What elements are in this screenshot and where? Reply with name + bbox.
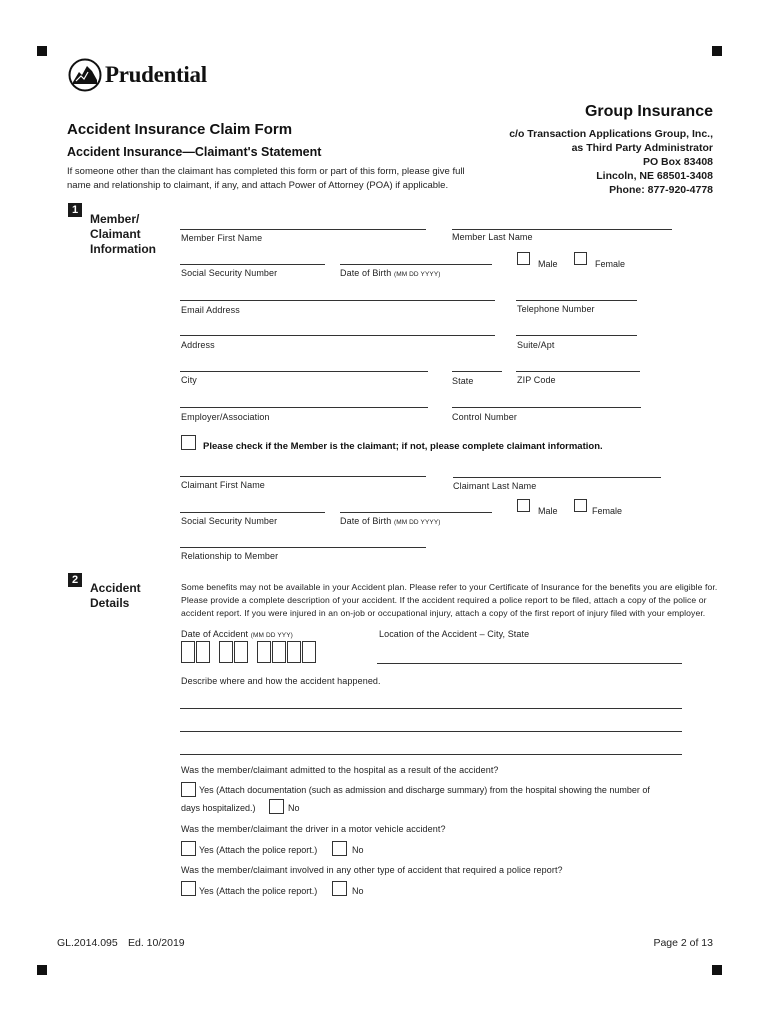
section-2-title-line-2: Details: [90, 596, 130, 610]
driver-yes-label: Yes (Attach the police report.): [199, 845, 318, 855]
dob-format: (MM DD YYYY): [393, 271, 441, 278]
zip-label: ZIP Code: [517, 375, 556, 385]
claimant-dob-label: [340, 516, 441, 526]
form-code: GL.2014.095: [57, 937, 118, 949]
date-year-digit-4[interactable]: [302, 641, 316, 663]
hospital-no-label: No: [288, 803, 300, 813]
claimant-last-name-label: Claimant Last Name: [453, 481, 537, 491]
accident-intro-line-3: accident report. If you were injured in an on-job or occupational injury, attach a copy of the first report of injury filed with your employer.: [181, 608, 706, 618]
ssn-label: Social Security Number: [181, 268, 278, 278]
address-line-1: c/o Transaction Applications Group, Inc.,: [509, 128, 713, 140]
brand-name: Prudential: [105, 62, 207, 87]
suite-label: Suite/Apt: [517, 340, 555, 350]
describe-line-2[interactable]: [180, 731, 682, 732]
date-day-digit-1[interactable]: [219, 641, 233, 663]
hospital-yes-label-line-1: Yes (Attach documentation (such as admission and discharge summary) from the hospital showing the number of: [199, 785, 650, 795]
employer-field[interactable]: [180, 407, 428, 408]
section-2-number: 2: [68, 573, 82, 587]
rock-of-gibraltar-logo-icon: [68, 58, 102, 92]
registration-mark-bottom-right: [712, 965, 722, 975]
driver-question: Was the member/claimant the driver in a motor vehicle accident?: [181, 824, 446, 834]
instructions-line-2: name and relationship to claimant, if any, and attach Power of Attorney (POA) if applicable.: [67, 180, 449, 191]
control-number-field[interactable]: [452, 407, 641, 408]
prudential-logo: [68, 58, 228, 92]
address-line-4: Lincoln, NE 68501-3408: [596, 170, 713, 182]
email-field[interactable]: [180, 300, 495, 301]
other-accident-question: Was the member/claimant involved in any other type of accident that required a police report?: [181, 865, 563, 875]
claimant-dob-format: (MM DD YYYY): [393, 519, 441, 526]
telephone-field[interactable]: [516, 300, 637, 301]
describe-label: Describe where and how the accident happened.: [181, 676, 381, 686]
accident-intro-line-2: Please provide a complete description of your accident. If the accident required a police report to be filed, attach a copy of the police or: [181, 595, 707, 605]
group-insurance-heading: Group Insurance: [584, 103, 713, 120]
registration-mark-top-right: [712, 46, 722, 56]
date-of-accident-label: [181, 629, 293, 639]
state-field[interactable]: [452, 371, 502, 372]
date-month-digit-1[interactable]: [181, 641, 195, 663]
address-line-3: PO Box 83408: [642, 156, 713, 168]
section-1-number: 1: [68, 203, 82, 217]
date-year-digit-3[interactable]: [287, 641, 301, 663]
location-label: Location of the Accident – City, State: [379, 629, 530, 639]
hospital-no-checkbox[interactable]: [269, 799, 284, 814]
claimant-female-checkbox[interactable]: [574, 499, 587, 512]
address-line-5: Phone: 877-920-4778: [609, 184, 713, 196]
state-label: State: [452, 376, 474, 386]
control-number-label: Control Number: [452, 412, 517, 422]
section-1-title: [90, 212, 156, 257]
member-female-checkbox[interactable]: [574, 252, 587, 265]
section-2-title: [90, 581, 141, 611]
claimant-dob-field[interactable]: [340, 512, 492, 513]
registration-mark-top-left: [37, 46, 47, 56]
hospital-yes-label-line-2: days hospitalized.): [181, 803, 256, 813]
registration-mark-bottom-left: [37, 965, 47, 975]
location-field[interactable]: [377, 663, 682, 664]
section-1-title-line-2: Claimant: [90, 227, 141, 241]
accident-intro-line-1: Some benefits may not be available in your Accident plan. Please refer to your Certificate of Insurance for the benefits you are eligible for.: [181, 582, 718, 592]
ssn-field[interactable]: [180, 264, 325, 265]
driver-yes-checkbox[interactable]: [181, 841, 196, 856]
dob-field[interactable]: [340, 264, 492, 265]
date-year-digit-2[interactable]: [272, 641, 286, 663]
section-2-title-line-1: Accident: [90, 581, 141, 595]
describe-line-3[interactable]: [180, 754, 682, 755]
other-no-label: No: [352, 886, 364, 896]
relationship-field[interactable]: [180, 547, 426, 548]
claimant-dob-label-text: Date of Birth: [340, 516, 392, 526]
address-label: Address: [181, 340, 215, 350]
date-of-accident-format: (MM DD YYY): [250, 632, 293, 639]
member-is-claimant-label: Please check if the Member is the claimant; if not, please complete claimant information.: [203, 441, 603, 452]
date-year-digit-1[interactable]: [257, 641, 271, 663]
form-edition: Ed. 10/2019: [128, 937, 185, 949]
suite-field[interactable]: [516, 335, 637, 336]
telephone-label: Telephone Number: [517, 304, 595, 314]
address-field[interactable]: [180, 335, 495, 336]
section-1-title-line-1: Member/: [90, 212, 140, 226]
date-day-digit-2[interactable]: [234, 641, 248, 663]
driver-no-checkbox[interactable]: [332, 841, 347, 856]
driver-no-label: No: [352, 845, 364, 855]
member-female-label: Female: [595, 259, 626, 269]
claimant-last-name-field[interactable]: [453, 477, 661, 478]
form-subtitle: Accident Insurance—Claimant's Statement: [67, 145, 322, 159]
member-first-name-label: Member First Name: [181, 233, 263, 243]
page-number: Page 2 of 13: [653, 937, 713, 949]
employer-label: Employer/Association: [181, 412, 270, 422]
claimant-first-name-field[interactable]: [180, 476, 426, 477]
claimant-ssn-field[interactable]: [180, 512, 325, 513]
member-male-label: Male: [538, 259, 558, 269]
claimant-female-label: Female: [592, 506, 623, 516]
claimant-ssn-label: Social Security Number: [181, 516, 278, 526]
dob-label: [340, 268, 441, 278]
member-last-name-label: Member Last Name: [452, 232, 533, 242]
city-label: City: [181, 375, 197, 385]
relationship-label: Relationship to Member: [181, 551, 279, 561]
section-1-title-line-3: Information: [90, 242, 156, 256]
city-field[interactable]: [180, 371, 428, 372]
other-no-checkbox[interactable]: [332, 881, 347, 896]
other-yes-label: Yes (Attach the police report.): [199, 886, 318, 896]
date-of-accident-label-text: Date of Accident: [181, 629, 249, 639]
email-label: Email Address: [181, 305, 240, 315]
describe-line-1[interactable]: [180, 708, 682, 709]
claimant-first-name-label: Claimant First Name: [181, 480, 265, 490]
dob-label-text: Date of Birth: [340, 268, 392, 278]
hospital-yes-checkbox[interactable]: [181, 782, 196, 797]
claimant-male-label: Male: [538, 506, 558, 516]
date-month-digit-2[interactable]: [196, 641, 210, 663]
member-is-claimant-checkbox[interactable]: [181, 435, 196, 450]
address-line-2: as Third Party Administrator: [571, 142, 713, 154]
other-yes-checkbox[interactable]: [181, 881, 196, 896]
member-male-checkbox[interactable]: [517, 252, 530, 265]
form-title: Accident Insurance Claim Form: [67, 121, 293, 138]
hospital-question: Was the member/claimant admitted to the hospital as a result of the accident?: [181, 765, 499, 775]
zip-field[interactable]: [516, 371, 640, 372]
instructions-line-1: If someone other than the claimant has completed this form or part of this form, please give full: [67, 166, 465, 177]
member-last-name-field[interactable]: [452, 229, 672, 230]
claimant-male-checkbox[interactable]: [517, 499, 530, 512]
member-first-name-field[interactable]: [180, 229, 426, 230]
